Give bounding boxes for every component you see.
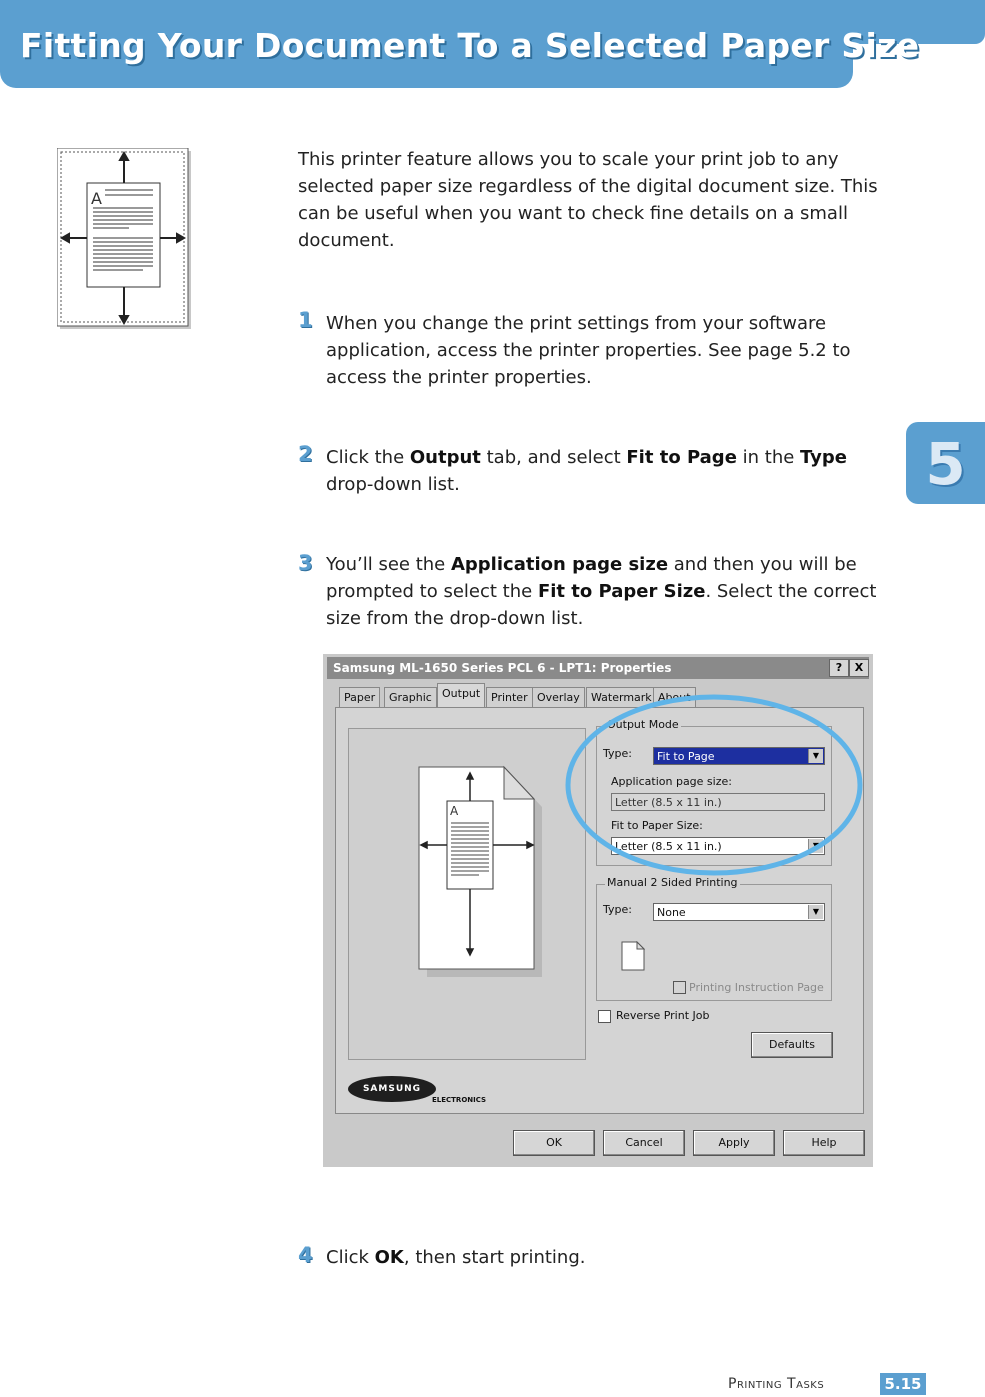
tab-paper[interactable]: Paper xyxy=(339,687,380,708)
chapter-tab xyxy=(906,422,985,504)
printing-instruction-label: Printing Instruction Page xyxy=(689,981,824,994)
manual-duplex-label: Manual 2 Sided Printing xyxy=(607,876,738,889)
step-text: Click OK, then start printing. xyxy=(326,1247,586,1268)
page-title: Fitting Your Document To a Selected Paper Size xyxy=(20,26,920,65)
tab-about[interactable]: About xyxy=(653,687,696,708)
application-page-size-label: Application page size: xyxy=(611,775,732,788)
chapter-number: 5 xyxy=(925,430,966,498)
chevron-down-icon: ▼ xyxy=(808,839,823,853)
tab-overlay[interactable]: Overlay xyxy=(532,687,585,708)
fit-to-paper-size-label: Fit to Paper Size: xyxy=(611,819,703,832)
fit-to-paper-size-select[interactable]: Letter (8.5 x 11 in.) ▼ xyxy=(611,837,825,855)
samsung-logo: SAMSUNG xyxy=(348,1076,436,1102)
chevron-down-icon: ▼ xyxy=(808,905,823,919)
document-icon xyxy=(621,941,645,971)
figure-letter: A xyxy=(91,189,102,208)
title-banner xyxy=(0,0,920,88)
step-number: 3 xyxy=(298,551,313,575)
logo-subtitle: ELECTRONICS xyxy=(432,1096,487,1104)
preview-page-icon xyxy=(349,729,585,1059)
help-button[interactable]: Help xyxy=(783,1130,865,1156)
cancel-button[interactable]: Cancel xyxy=(603,1130,685,1156)
help-title-button[interactable]: ? xyxy=(829,659,849,677)
manual-type-select[interactable]: None ▼ xyxy=(653,903,825,921)
manual-type-label: Type: xyxy=(603,903,632,916)
fit-to-page-illustration xyxy=(57,148,191,329)
step-text: You’ll see the Application page size and then you will be prompted to select the Fit to Paper Size. Select the correct size from the drop-down list. xyxy=(326,554,877,629)
type-label: Type: xyxy=(603,747,632,760)
step-text: When you change the print settings from your software application, access the printer properties. See page 5.2 to access the printer properties. xyxy=(326,313,851,388)
apply-button[interactable]: Apply xyxy=(693,1130,775,1156)
tab-watermark[interactable]: Watermark xyxy=(586,687,657,708)
step-number: 1 xyxy=(298,308,313,332)
footer-section: Printing Tasks xyxy=(728,1376,825,1392)
properties-dialog-screenshot xyxy=(323,654,873,1167)
output-mode-label: Output Mode xyxy=(607,718,679,731)
tab-graphic[interactable]: Graphic xyxy=(384,687,437,708)
step-number: 2 xyxy=(298,442,313,466)
output-tab-panel xyxy=(335,707,864,1114)
type-select[interactable]: Fit to Page ▼ xyxy=(653,747,825,765)
tab-printer[interactable]: Printer xyxy=(486,687,533,708)
ok-button[interactable]: OK xyxy=(513,1130,595,1156)
step-text: Click the Output tab, and select Fit to Page in the Type drop-down list. xyxy=(326,447,847,495)
reverse-print-checkbox[interactable] xyxy=(598,1010,611,1023)
defaults-button[interactable]: Defaults xyxy=(751,1032,833,1058)
reverse-print-label: Reverse Print Job xyxy=(616,1009,710,1022)
footer-page-number: 5.15 xyxy=(880,1373,926,1395)
application-page-size-field: Letter (8.5 x 11 in.) xyxy=(611,793,825,811)
chevron-down-icon: ▼ xyxy=(808,749,823,763)
printing-instruction-checkbox[interactable] xyxy=(673,981,686,994)
output-mode-group xyxy=(596,718,832,866)
close-title-button[interactable]: X xyxy=(849,659,869,677)
manual-duplex-group xyxy=(596,876,832,1001)
dialog-title: Samsung ML-1650 Series PCL 6 - LPT1: Properties xyxy=(327,657,869,679)
preview-letter: A xyxy=(450,804,459,818)
page-preview xyxy=(348,728,586,1060)
tab-output[interactable]: Output xyxy=(437,683,485,708)
intro-paragraph: This printer feature allows you to scale your print job to any selected paper size regardless of the digital document size. This can be useful when you want to check fine details on a small document. xyxy=(298,149,878,251)
step-number: 4 xyxy=(298,1243,313,1267)
